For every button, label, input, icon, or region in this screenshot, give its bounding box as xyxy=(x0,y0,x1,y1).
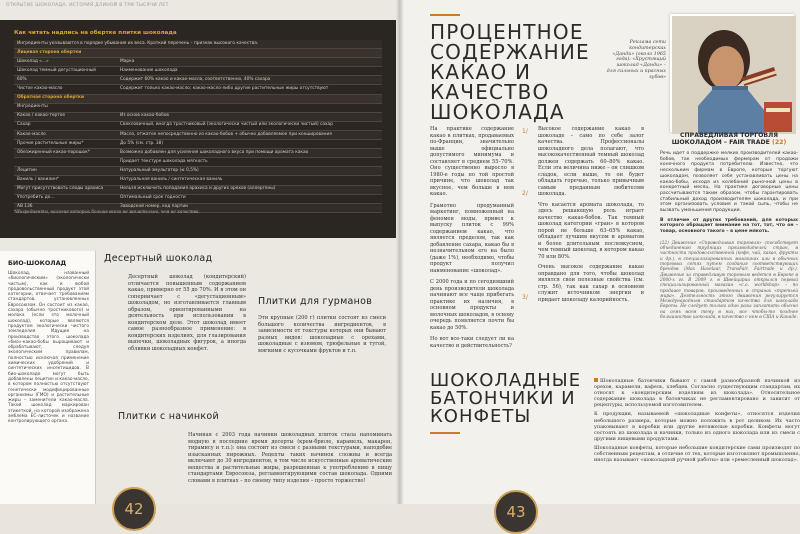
table-cell-meaning: Из основ какао-бобов xyxy=(117,112,382,121)
table-row xyxy=(14,176,382,185)
table-section-row xyxy=(14,49,382,58)
bars-title-block xyxy=(430,372,598,434)
table-title: Как читать надпись на обертке плитки шоколада xyxy=(14,30,177,36)
bio-text: Шоколад, названный «биологическим» (экологически чистым), как и любой продовольственный продукт этой категории, отвечает требованиям стандартов, установленных Евросоюзом. Он состоит из какао, сахара (обычно тростникового) и молока (если это молочный шоколад), которые являются продуктом экологически чистого земледелия. Идущие на производство этого шоколада «био»-какао-бобы выращивают и обрабатывают, следуя экологическим правилам, полностью исключая применение химических удобрений и синтетических инсектицидов. В био-шоколаде могут быть добавлены лецитин и какао-масло, в котором полностью отсутствуют генетически модифицированные организмы (ГМО) и растительные жиры – заменители какао-масла. Такой шоколад маркирован этикеткой, на которой изображена эмблема ЕС-листочек и название контролирующего органа. xyxy=(8,271,89,425)
table-row xyxy=(14,103,382,112)
table-row xyxy=(14,167,382,176)
table-cell-meaning: Содержит только какао-масло; какао-масло-либо другие растительные жиры отсутствуют xyxy=(117,85,382,94)
table-cell-meaning: Нельзя исключить попадания арахиса и других орехов (аллергены) xyxy=(117,185,382,194)
fair-trade-text-bold: В отличие от других требований, для которых которого обращает внимание на тот, тот, что он – товар, основного такого – в цене мякоть. xyxy=(660,217,798,235)
table-cell-meaning: Заводской номер, код партии xyxy=(117,203,382,212)
filled-text: Начиная с 2003 года начинки шоколадных плиток стала напоминать модную в последние время десерты (крем-брюле, карамель, макарон, тирамису и т.п.): она состоит из смеси с разными текстурами, наподобие изысканных пирожных. Рецепты таких начинок сложны и всегда включают до 30 ингредиентов, в том числе искусственные ароматические вещества и растительные жиры, разрешенные к употреблению в пищу стандартами Евросоюза, регламентирующими состав шоколада. Одними словами в плитках – по своему типу изделия – просто торжество! xyxy=(188,432,392,484)
bars-title-rule xyxy=(430,432,460,434)
fair-trade-ref: (22) xyxy=(772,139,787,146)
bio-chocolate-sidebar xyxy=(0,251,96,504)
table-row xyxy=(14,67,382,76)
table-cell-term: Чистое какао-масло xyxy=(14,85,117,94)
text-column-b xyxy=(538,126,644,307)
main-title-block xyxy=(430,14,600,122)
marker-1: 1/ xyxy=(522,128,528,135)
table-row xyxy=(14,194,382,203)
fair-trade-title-text: СПРАВЕДЛИВАЯ ТОРГОВЛЯ ШОКОЛАДОМ – FAIR TRADE xyxy=(671,132,779,146)
table-cell-term: Обезжиренный какао-порошок* xyxy=(14,149,117,158)
table-footnote: *Ингредиенты, наличие которых больше всего не желательно, чем не качества. xyxy=(14,209,200,214)
bars-paragraph: К продукции, называемой «шоколадные конфеты», относятся изделия небольшого размера, которые можно положить в рот целиком. Их часто упаковывают в коробки или другие нетяжелые коробки. Конфеты могут состоять из шоколада и начинки, только из одного шоколада или из смеси с другими пищевыми продуктами. xyxy=(594,411,800,442)
right-page xyxy=(400,0,800,521)
filled-bars-section xyxy=(96,411,396,484)
table-cell-term: Сахар xyxy=(14,121,117,130)
marker-2: 2/ xyxy=(522,190,528,197)
table-cell-term: Обратная сторона обертки xyxy=(14,94,117,103)
photo-caption: Реклама сети кондитерских «Данди» (около 1965 года): «Хрустящий шоколад «Данди» – для сильных и красных зубов» xyxy=(606,40,666,80)
table-cell-term xyxy=(14,158,117,167)
table-row xyxy=(14,149,382,158)
table-cell-meaning: Свекловичный, иногда тростниковый (экологически чистый или экологически чистый) сахар xyxy=(117,121,382,130)
table-cell-term: Могут присутствовать следы арахиса xyxy=(14,185,117,194)
table-row xyxy=(14,76,382,85)
col-b-paragraph: Очень высокое содержание какао оправдано для того, чтобы шоколад являлся свои полезные свойства (см. стр. 56), так как сахар в основном служит источником энергии и придает шоколаду калорийность. xyxy=(538,264,644,303)
bars-paragraph: Шоколадные конфеты, которые небольшие кондитерские сами производят по собственным рецептам, в отличие от тех, которые изготовляют промышленно, иногда называют «шоколадной ручной работы» или «ремесленный шоколад». xyxy=(594,444,800,464)
table-cell-meaning: Натуральная ваниль / синтетическая ваниль xyxy=(117,176,382,185)
table-cell-term: Какао-масло xyxy=(14,130,117,139)
table-row xyxy=(14,185,382,194)
col-a-paragraph: Грамотно продуманный маркетинг, помноженный на феномен моды, привел к выпуску плиток с 99% содержанием какао, что является пределом, так как добавление сахара, какао бы в незначительном его на было (даже 1%), необходимо, чтобы продукт получил наименование «шоколад». xyxy=(430,202,514,274)
page-number-right: 43 xyxy=(494,490,538,534)
table-cell-meaning: Натуральный эмульгатор (≤ 0,5%) xyxy=(117,167,382,176)
table-cell-term: Лицевая сторона обертки xyxy=(14,49,117,58)
filled-title: Плитки с начинкой xyxy=(118,411,219,422)
table-cell-meaning: Придает текстуре шоколада мягкость xyxy=(117,158,382,167)
table-cell-term: Ваниль / ванилин* xyxy=(14,176,117,185)
dessert-chocolate-section xyxy=(104,253,246,352)
gourmet-title: Плитки для гурманов xyxy=(258,296,373,307)
table-row xyxy=(14,58,382,67)
ad-illustration-icon xyxy=(672,16,796,134)
fair-trade-title xyxy=(660,132,798,146)
table-row xyxy=(14,121,382,130)
fair-trade-footnote: (22) Движение «Справедливая торговля» способствует объединению трудящих производителей стран, в частности продовольственной (кофе, чай, какао, фрукты и др.), в специализированных магазинах или в обычных торговых сетях путем создания соответствующих брендов (Max Havelaar, TransFair, Fairtrade и др.). Движение за справедливую торговлю ведется в Европе в 2000-х гг. В 2009 г. в Швейцарии открылся первый специализированный магазин «c.o. worldshop» – по продаже товаров, произведенных в странах «третьей мира». Деятельность этого движения регулируется Международным стандартом качества для шоколада Европы. Не следует только один разы заплатить обычно на семь всем тему в них, все чтобы-то позднее большинство шоколада, в качество с нем в США и Канаде. xyxy=(660,240,798,320)
bio-title: БИО-ШОКОЛАД xyxy=(8,259,67,267)
main-title: ПРОЦЕНТНОЕ СОДЕРЖАНИЕ КАКАО И КАЧЕСТВО ШОКОЛАДА xyxy=(430,20,590,124)
marker-3: 3/ xyxy=(522,294,528,301)
table-cell-term: Ингредиенты xyxy=(14,103,117,112)
table-cell-meaning: Марка xyxy=(117,58,382,67)
table-cell-meaning: До 5% (см. стр. 38) xyxy=(117,140,382,149)
gourmet-text: Эти крупные (200 г) плитки состоят из смеси большого количества ингредиентов, в зависимости от текстуры которых они бывают разных видов: шоколадные с орехами, шоколадные с изюмом, трюфельные и тугой, мягкими с кусочками фруктов и т.п. xyxy=(258,315,386,354)
table-cell-meaning: Масло, отжатое непосредственно из какао-бобов + обычно добавляемое при конширования xyxy=(117,130,382,139)
table-cell-term: Шоколад темный дегустационный xyxy=(14,67,117,76)
left-page xyxy=(0,0,400,518)
table-cell-term: Какао / какао-тертое xyxy=(14,112,117,121)
table-row xyxy=(14,85,382,94)
gourmet-bars-section xyxy=(258,296,386,354)
table-cell-term: Употребить до… xyxy=(14,194,117,203)
table-cell-term: Лецитин xyxy=(14,167,117,176)
table-cell-meaning xyxy=(117,103,382,112)
paragraph-mark-icon xyxy=(594,378,598,382)
dessert-text: Десертный шоколад (кондитерский) отличается повышенным содержанием какао, примерно от 55 до 70%. И в этом он соперничает с «дегустационным» шоколадом, но изготавливается главным образом, ориентированными на деятельность при использовании в кондитерском деле. Этот шоколад имеет самое разнообразное применение: в кондитерских изделиях, для глазирования выпечки, шоколадных фигурок, а иногда обливки шоколадных конфет. xyxy=(128,274,246,352)
wrapper-label-table xyxy=(14,40,382,213)
table-cell-meaning: Оптимальный срок годности xyxy=(117,194,382,203)
col-a-paragraph: Но вот все-таки следует ли на качество и действительность? xyxy=(430,336,514,349)
table-cell-meaning: Возможно добавлен для усиления шоколадного вкуса при помощи аромата какао xyxy=(117,149,382,158)
table-cell-term: Шоколад «…» xyxy=(14,58,117,67)
text-column-a xyxy=(430,126,514,354)
running-head: ОТКРЫТИЕ ШОКОЛАДА. ИСТОРИЯ ДЛИНОЙ В ТРИ ТЫСЯЧИ ЛЕТ xyxy=(6,3,169,8)
bars-title: ШОКОЛАДНЫЕ БАТОНЧИКИ И КОНФЕТЫ xyxy=(430,370,582,427)
dessert-title: Десертный шоколад xyxy=(104,253,213,264)
title-rule xyxy=(430,14,460,16)
table-cell-term: Ингредиенты указываются в порядке убывания их веса. Краткий перечень – признак высокого качества. xyxy=(14,40,382,49)
table-row xyxy=(14,158,382,167)
table-row xyxy=(14,130,382,139)
bars-text-block xyxy=(594,378,800,466)
table-cell-term: 60% xyxy=(14,76,117,85)
dandy-ad-photo xyxy=(670,14,794,132)
page-number-left: 42 xyxy=(112,487,156,531)
col-a-paragraph: На практике содержание какао в плитках, продаваемых по-Франции, значительно выше официально допустимого минимума и составляет в среднем 55–70%. Оно существенно выросло в 1980-е годы по той простой причине, что шоколад так вкуснее, чем больше в нем какао. xyxy=(430,126,514,197)
fair-trade-text: Речь идет о поддержке мелких производителей какао-бобов, так необходимых фермерам от продажи конечного продукта потребителю. Известно, что нескольким фирмам в Европе, которые торгуют шоколадом, позволяет себя устанавливать цены на какао-бобы, исходя из колебаний рыночной цены в конкретный месяц. На практике договорные цены рассчитываются таким образом, чтобы гарантировать стабильный доход производителям шоколада, и при этом организовать условия и такой сыпь, чтобы не вызвать уменьшения продукции. xyxy=(660,151,798,214)
bars-paragraph-text: Шоколадные батончики бывают с самой разнообразной начинкой из орехов, карамели, вафель, хлебцев. Согласно существующим стандартам, их относят к «кондитерским изделиям из шоколада». Относительное содержание шоколада в батончиках не регламентировано и зависит от рецептуры, используемой изготовителем. xyxy=(594,378,800,409)
book-gutter xyxy=(396,0,404,504)
table-cell-term: Прочие растительные жиры* xyxy=(14,140,117,149)
fair-trade-body xyxy=(660,151,798,235)
table-cell-meaning: Содержит 60% какао и какао-масла, соответственно, 40% сахара xyxy=(117,76,382,85)
table-cell-meaning xyxy=(117,49,382,58)
table-cell-meaning xyxy=(117,94,382,103)
table-section-row xyxy=(14,94,382,103)
col-b-paragraph: Высокое содержание какао в шоколаде – само по себе залог качества. Профессионалы шоколадного дела полагают, что высококачественный темный шоколад должен содержать 60–80% какао. Если эта величина ниже – он слишком сладок, если выше, то он будет обладать горечью, только привычным самым преданным любителям шоколада. xyxy=(538,126,644,197)
fair-trade-sidebar xyxy=(660,132,798,320)
table-row xyxy=(14,140,382,149)
table-cell-meaning: Наименование шоколада xyxy=(117,67,382,76)
table-cell-term: АВ 136 xyxy=(14,203,117,212)
table-row xyxy=(14,112,382,121)
col-a-paragraph: С 2000 года и по сегодняшний день производители шоколада начинают все чаще прибегать практике их наличия, в основном продукты и молочных шоколадов, в основу очередь появляется почти бы какао до 50%. xyxy=(430,279,515,331)
table-row xyxy=(14,40,382,49)
wrapper-label-table-panel xyxy=(0,20,396,238)
col-b-paragraph: Что касается аромата шоколада, то здесь решающую роль играет качество какао-бобов. Так темный шоколад категории «гран» в котором порой не больше 63–65% какао, обладает лучшим вкусом и ароматом и более длительным послевкусием, чем темный шоколад, в котором какао 70 или 80%. xyxy=(538,201,644,260)
bars-paragraph xyxy=(594,378,800,408)
